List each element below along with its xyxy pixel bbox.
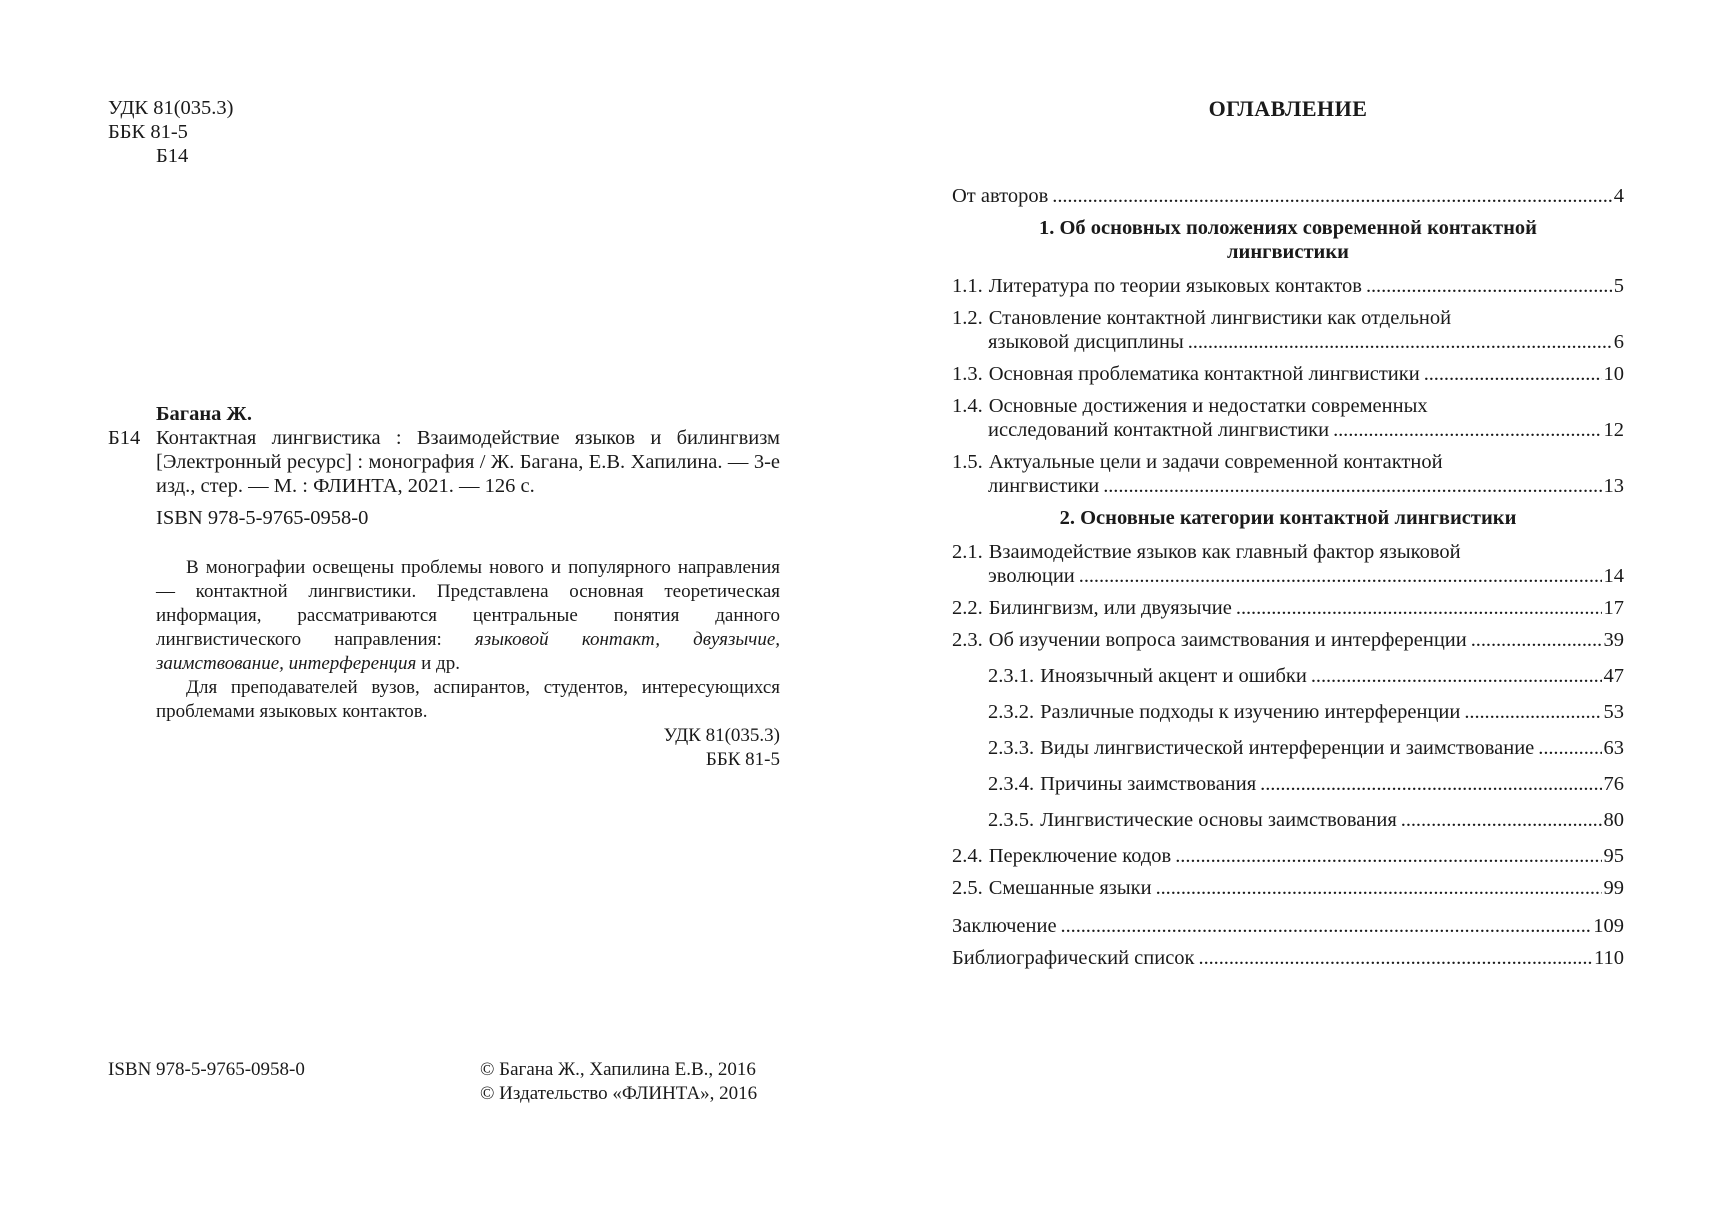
bib-description: Контактная лингвистика : Взаимодействие языков и билингвизм [Электронный ресурс] : монография / Ж. Багана, Е.В. Хапилина. — 3-е изд., стер. — М. : ФЛИНТА, 2021. — 126 с.: [156, 427, 780, 497]
copyright-authors: © Багана Ж., Хапилина Е.В., 2016: [480, 1059, 756, 1080]
author-mark: Б14: [156, 145, 189, 167]
footer-isbn: ISBN 978-5-9765-0958-0: [108, 1059, 305, 1080]
toc-entry[interactable]: 1.2. Становление контактной лингвистики как отдельной языковой дисциплины . . . 6: [952, 306, 1624, 354]
toc-entry[interactable]: 1.5. Актуальные цели и задачи современной контактной лингвистики . . . 13: [952, 450, 1624, 498]
toc-title: ОГЛАВЛЕНИЕ: [1208, 96, 1368, 121]
udc-code-right: УДК 81(035.3): [663, 725, 780, 746]
right-page: [952, 96, 1624, 1126]
bbk-code-right: ББК 81-5: [705, 749, 780, 770]
toc-entry[interactable]: 2.1. Взаимодействие языков как главный фактор языковой эволюции . . . 14: [952, 540, 1624, 588]
toc-subentry[interactable]: 2.3.5. Лингвистические основы заимствования . . . 80: [952, 808, 1624, 832]
abstract-text-end: и др.: [416, 653, 460, 674]
bibliographic-record: [108, 426, 780, 498]
classification-codes: [108, 96, 780, 168]
toc-entry[interactable]: 2.2. Билингвизм, или двуязычие . . . 17: [952, 596, 1624, 620]
udc-code: УДК 81(035.3): [108, 97, 234, 119]
toc-subentry[interactable]: 2.3.1. Иноязычный акцент и ошибки . . . 47: [952, 664, 1624, 688]
toc-entry[interactable]: 1.1. Литература по теории языковых контактов . . . 5: [952, 274, 1624, 298]
abstract-keywords: языковой контакт, двуязычие, заимствование, интерференция: [156, 629, 780, 674]
toc-entry[interactable]: 2.4. Переключение кодов . . . 95: [952, 844, 1624, 868]
toc-entry[interactable]: 1.4. Основные достижения и недостатки современных исследований контактной лингвистики . . . 12: [952, 394, 1624, 442]
toc-subentry[interactable]: 2.3.3. Виды лингвистической интерференции и заимствование . . . 63: [952, 736, 1624, 760]
left-page: [108, 96, 780, 1126]
toc-section-heading: 2. Основные категории контактной лингвистики: [1059, 507, 1517, 529]
toc-subentry[interactable]: 2.3.2. Различные подходы к изучению интерференции . . . 53: [952, 700, 1624, 724]
toc-entry[interactable]: Заключение . . . 109: [952, 914, 1624, 938]
toc-section-heading: 1. Об основных положениях современной контактной лингвистики: [1038, 217, 1537, 263]
toc-entry[interactable]: 2.5. Смешанные языки . . . 99: [952, 876, 1624, 900]
audience-paragraph: Для преподавателей вузов, аспирантов, студентов, интересующихся проблемами языковых контактов.: [156, 677, 780, 722]
copyright-block: [480, 1058, 757, 1106]
toc-entry[interactable]: Библиографический список . . . 110: [952, 946, 1624, 970]
copyright-publisher: © Издательство «ФЛИНТА», 2016: [480, 1083, 758, 1104]
abstract-text: В монографии освещены проблемы нового и популярного направления — контактной лингвистики. Представлена основная теоретическая информация, рассматриваются центральные понятия данного лингвистического направления:: [156, 557, 780, 650]
toc-entry[interactable]: 1.3. Основная проблематика контактной лингвистики . . . 10: [952, 362, 1624, 386]
abstract: [156, 556, 780, 772]
toc-subentry[interactable]: 2.3.4. Причины заимствования . . . 76: [952, 772, 1624, 796]
toc-entry[interactable]: От авторов . . . 4: [952, 184, 1624, 208]
author-name: Багана Ж.: [156, 403, 252, 425]
toc-entry[interactable]: 2.3. Об изучении вопроса заимствования и интерференции . . . 39: [952, 628, 1624, 652]
bib-author-mark: Б14: [108, 427, 141, 449]
abstract-paragraph: [156, 556, 780, 676]
bbk-code: ББК 81-5: [108, 121, 188, 143]
isbn-line: ISBN 978-5-9765-0958-0: [156, 507, 369, 529]
